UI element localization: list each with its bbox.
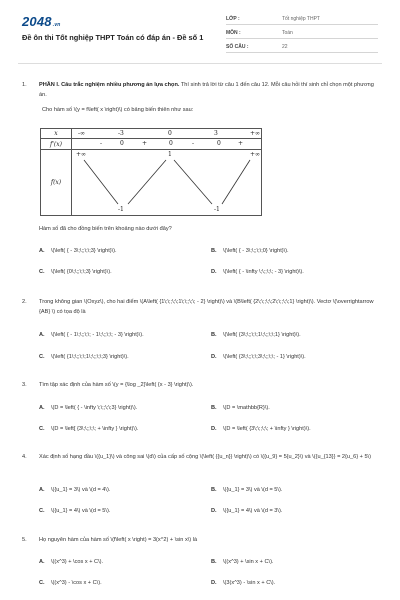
question-number: 2. — [22, 299, 27, 305]
option-label: B. — [211, 487, 217, 493]
option-label: A. — [39, 405, 45, 411]
vt-function-row — [72, 150, 262, 216]
option-c[interactable] — [39, 507, 110, 516]
option-label: C. — [39, 269, 45, 275]
option-text: \(\left( {1\;\;;\;\;1\;\;;\;\;3} \right)\). — [51, 354, 129, 360]
vt-x-label: x — [41, 129, 72, 139]
vt-f-value: 1 — [168, 151, 172, 158]
option-label: C. — [39, 580, 45, 586]
option-text: \(\left( {3\;\;;\;\;1\;\;;\;\;1} \right)\). — [223, 332, 301, 338]
vt-sign: 0 — [120, 140, 124, 147]
vt-sign: - — [192, 140, 195, 147]
option-a[interactable] — [39, 558, 103, 567]
exam-title: Đề ôn thi Tốt nghiệp THPT Toán có đáp án - Đề số 1 — [22, 33, 204, 42]
option-label: D. — [211, 508, 217, 514]
option-a[interactable] — [39, 486, 110, 495]
vt-f-value: +∞ — [76, 151, 87, 158]
part-heading: PHẦN I. Câu trắc nghiệm nhiều phương án lựa chọn. — [39, 82, 180, 88]
option-label: B. — [211, 405, 217, 411]
question-number: 3. — [22, 382, 27, 388]
option-text: \(\left( { - 1\;\;;\;\; - 1\;\;;\;\; - 3} \right)\). — [51, 332, 144, 338]
option-text: \({u_1} = 4\) và \(d = 5\). — [51, 508, 111, 514]
option-label: A. — [39, 332, 45, 338]
option-d[interactable] — [211, 579, 275, 588]
vt-arrow-down — [174, 160, 212, 204]
option-c[interactable] — [39, 579, 102, 588]
option-text: \((x^3) + \cos x + C\). — [51, 559, 104, 565]
option-text: \(\left( {0\;\;;\;\;3} \right)\). — [51, 269, 112, 275]
option-text: \(\left( { - \infty \;\;;\;\; - 3} \right)\). — [223, 269, 304, 275]
meta-class-key: LỚP : — [226, 16, 240, 22]
meta-count-value: 22 — [282, 44, 288, 50]
option-text: \(D = \left( { - \infty \;\;;\;\;3} \right)\). — [51, 405, 138, 411]
option-label: D. — [211, 354, 217, 360]
option-text: \(\left( { - 3\;\;;\;\;3} \right)\). — [51, 248, 117, 254]
option-text: \(D = \left[ {3\;\;;\;\; + \infty } \right)\). — [51, 426, 139, 432]
question-text: Tìm tập xác định của hàm số \(y = {\log _2}\left( {x - 3} \right)\). — [39, 382, 194, 388]
meta-count-key: SỐ CÂU : — [226, 44, 249, 50]
question-number: 1. — [22, 82, 27, 88]
option-c[interactable] — [39, 268, 112, 277]
question-text: Họ nguyên hàm của hàm số \(f\left( x \right) = 3(x^2) + \sin x\) là — [39, 537, 198, 543]
option-d[interactable] — [211, 268, 304, 277]
option-a[interactable] — [39, 247, 117, 256]
meta-class-row — [226, 14, 378, 25]
part-instructions: Thí sinh trả lời từ câu 1 đến câu 12. Mỗi câu hỏi thí sinh chỉ chọn một phương án. — [39, 82, 374, 98]
vt-sign: + — [142, 140, 148, 147]
vt-x-value: 0 — [168, 130, 172, 137]
question-prompt-text: Hàm số đã cho đồng biến trên khoảng nào dưới đây? — [39, 226, 172, 232]
option-b[interactable] — [211, 404, 270, 413]
option-text: \(D = \left( {3\;\;;\;\; + \infty } \right)\). — [223, 426, 311, 432]
vt-sign: 0 — [217, 140, 221, 147]
option-text: \(\left( { - 3\;\;;\;\;0} \right)\). — [223, 248, 289, 254]
vt-x-row — [72, 129, 262, 139]
option-label: A. — [39, 559, 45, 565]
vt-function-label: f(x) — [41, 150, 72, 216]
option-b[interactable] — [211, 558, 274, 567]
option-label: D. — [211, 580, 217, 586]
option-d[interactable] — [211, 507, 282, 516]
option-text: \((x^3) - \cos x + C\). — [51, 580, 102, 586]
meta-subject-value: Toán — [282, 30, 293, 36]
vt-arrow-up — [222, 160, 250, 204]
option-text: \(3(x^3) - \sin x + C\). — [223, 580, 276, 586]
question-text — [39, 80, 381, 100]
question-intro-text: Cho hàm số \(y = f\left( x \right)\) có bảng biến thiên như sau: — [42, 107, 194, 113]
option-text: \({u_1} = 4\) và \(d = 3\). — [223, 508, 283, 514]
option-label: D. — [211, 426, 217, 432]
site-logo[interactable]: 2048.vn — [22, 14, 61, 29]
vt-x-value: -∞ — [78, 130, 86, 137]
meta-subject-key: MÔN : — [226, 30, 241, 36]
option-text: \({u_1} = 3\) và \(d = 4\). — [51, 487, 111, 493]
vt-sign: 0 — [169, 140, 173, 147]
option-label: B. — [211, 559, 217, 565]
option-label: D. — [211, 269, 217, 275]
option-label: C. — [39, 508, 45, 514]
vt-sign: + — [238, 140, 244, 147]
vt-arrow-down — [84, 160, 118, 204]
vt-variation-arrows — [72, 150, 264, 216]
vt-x-value: -3 — [118, 130, 124, 137]
option-c[interactable] — [39, 425, 138, 434]
vt-arrow-up — [128, 160, 166, 204]
option-text: \({u_1} = 3\) và \(d = 5\). — [223, 487, 283, 493]
option-d[interactable] — [211, 425, 311, 434]
option-label: C. — [39, 354, 45, 360]
option-b[interactable] — [211, 331, 301, 340]
header-divider — [18, 63, 382, 64]
question-number: 5. — [22, 537, 27, 543]
option-b[interactable] — [211, 486, 282, 495]
option-a[interactable] — [39, 404, 137, 413]
option-label: C. — [39, 426, 45, 432]
option-b[interactable] — [211, 247, 289, 256]
option-c[interactable] — [39, 353, 129, 362]
question-text: Xác định số hạng đầu \({u_1}\) và công sai \(d\) của cấp số cộng \(\left( {{u_n}} \right)\) có \({u_9} = 5{u_2}\) và \({u_{13}} = 2{u_6} + 5\) — [39, 454, 371, 460]
vt-x-value: +∞ — [250, 130, 261, 137]
option-label: A. — [39, 248, 45, 254]
option-text: \(\left( {3\;\;;\;\;3\;\;;\;\; - 1} \right)\). — [223, 354, 306, 360]
option-label: B. — [211, 248, 217, 254]
vt-f-value: +∞ — [250, 151, 261, 158]
option-d[interactable] — [211, 353, 306, 362]
option-a[interactable] — [39, 331, 144, 340]
vt-f-value: -1 — [118, 206, 124, 213]
vt-derivative-row — [72, 139, 262, 150]
variation-table — [40, 128, 262, 216]
vt-sign: - — [100, 140, 103, 147]
meta-class-value: Tốt nghiệp THPT — [282, 16, 320, 22]
option-label: A. — [39, 487, 45, 493]
page-header — [0, 0, 400, 62]
option-text: \(D = \mathbb{R}\). — [223, 405, 270, 411]
vt-x-value: 3 — [214, 130, 218, 137]
meta-count-row — [226, 42, 378, 53]
question-number: 4. — [22, 454, 27, 460]
option-label: B. — [211, 332, 217, 338]
question-text: Trong không gian \(Oxyz\), cho hai điểm \(A\left( {1\;\;;\;\;1\;\;;\;\; - 2} \right)\) và \(B\left( {2\;\;;\;\;2\;\;;\;\;1} \right)\). Vectơ \(\overrightarrow {AB} \) có tọa độ là — [39, 299, 374, 315]
vt-derivative-label: f'(x) — [41, 139, 72, 150]
option-text: \((x^3) + \sin x + C\). — [223, 559, 274, 565]
vt-f-value: -1 — [214, 206, 220, 213]
meta-subject-row — [226, 28, 378, 39]
